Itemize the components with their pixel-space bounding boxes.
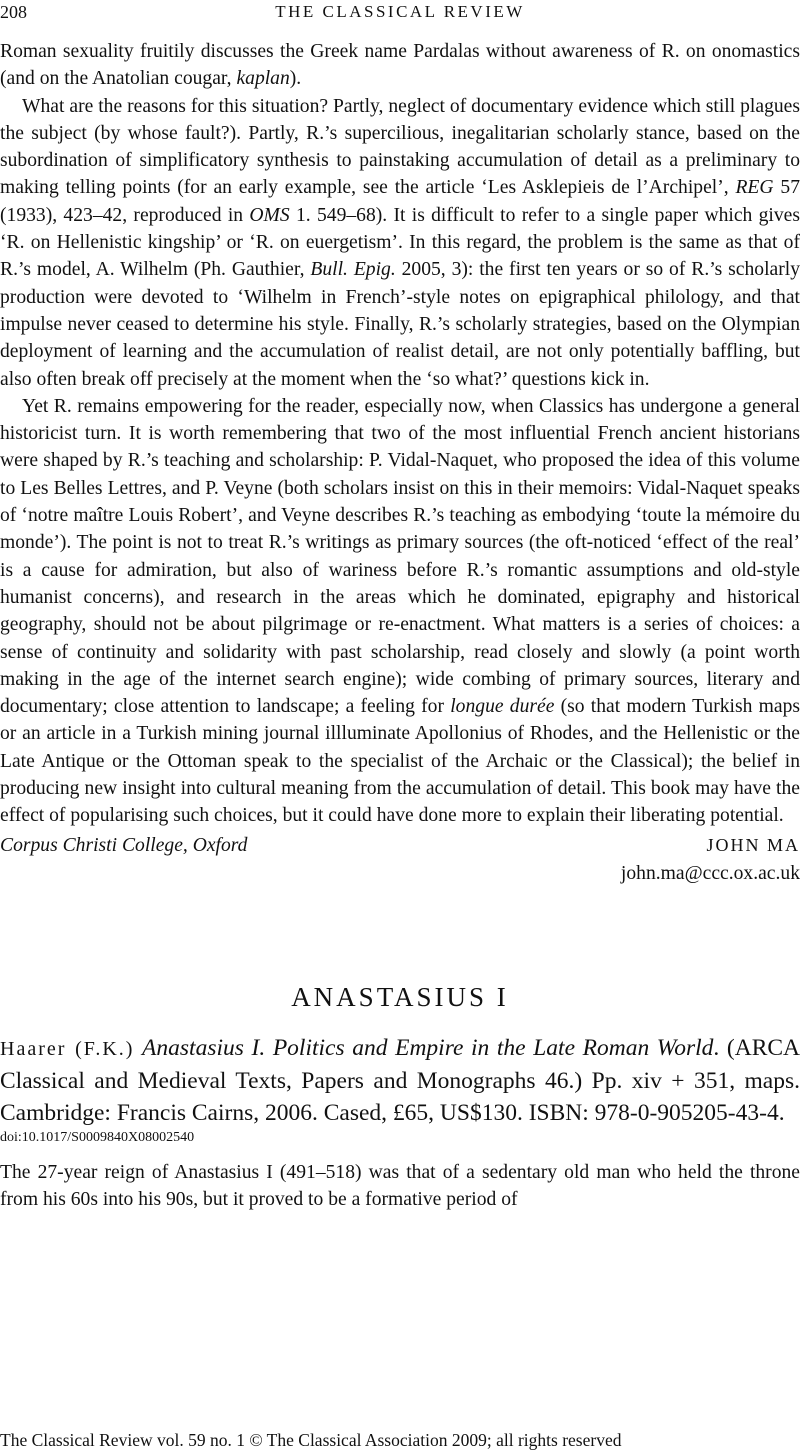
page-number: 208: [0, 2, 27, 22]
body-text: [0, 38, 800, 1213]
paragraph-2-text-d: 2005, 3): the first ten years or so of R.’s scholarly production were devoted to ‘Wilhelm in French’-style notes on epigraphical philology, and that impulse never ceased to determine his style. Finally, R.’s scholarly strategies, based on the Olympian deployment of learning and the accumulation of realist detail, are not only potentially baffling, but also often break off precisely at the moment when the ‘so what?’ questions kick in.: [0, 259, 800, 390]
running-head: THE CLASSICAL REVIEW: [275, 2, 525, 21]
paragraph-1-end: ).: [289, 68, 302, 90]
page-header: [0, 0, 800, 24]
book-citation: [0, 1032, 800, 1129]
paragraph-1-text: Roman sexuality fruitily discusses the Greek name Pardalas without awareness of R. on onomastics (and on the Anatolian cougar,: [0, 41, 800, 90]
doi[interactable]: doi:10.1017/S0009840X08002540: [0, 1129, 195, 1145]
book-title: Anastasius I. Politics and Empire in the Late Roman World: [142, 1034, 714, 1061]
journal-bull-epig: Bull. Epig.: [310, 259, 396, 281]
review-title: ANASTASIUS I: [291, 981, 509, 1012]
reviewer-affiliation: Corpus Christi College, Oxford: [0, 834, 248, 856]
paragraph-3-text-a: Yet R. remains empowering for the reader, especially now, when Classics has undergone a general historicist turn. It is worth remembering that two of the most influential French ancient historians were shaped by R.’s teaching and scholarship: P. Vidal-Naquet, who proposed the idea of this volume to Les Belles Lettres, and P. Veyne (both scholars insist on this in their memoirs: Vidal-Naquet speaks of ‘notre maître Louis Robert’, and Veyne describes R.’s teaching as embodying ‘toute la mémoire du monde’). The point is not to treat R.’s writings as primary sources (the oft-noticed ‘effect of the real’ is a cause for admiration, but also of wariness before R.’s romantic assumptions and old-style humanist concerns), and research in the areas which he dominated, epigraphy and historical geography, should not be about pilgrimage or re-enactment. What matters is a series of choices: a sense of continuity and solidarity with past scholarship, read closely and slowly (a point worth making in the age of the internet search engine); wide combing of primary sources, literary and documentary; close attention to landscape; a feeling for: [0, 395, 800, 718]
reviewer-name: JOHN MA: [706, 834, 800, 855]
book-author: Haarer (F.K.): [0, 1037, 135, 1060]
paragraph-1-italic: kaplan: [236, 68, 290, 90]
paragraph-2-text-c: 1. 549–68). It is difficult to refer to a single paper which gives ‘R. on Hellenistic kingship’ or ‘R. on euergetism’. In this regard, the problem is the same as that of R.’s model, A. Wilhelm (Ph. Gauthier,: [0, 204, 800, 281]
paragraph-3-text-b: (so that modern Turkish maps or an article in a Turkish mining journal illluminate Apollonius of Rhodes, and the Hellenistic or the Late Antique or the Ottoman speak to the specialist of the Archaic or the Classical); the belief in producing new insight into cultural meaning from the accumulation of detail. This book may have the effect of popularising such choices, but it could have done more to explain their liberating potential.: [0, 696, 800, 827]
paragraph-3: [0, 393, 800, 830]
page-footer: The Classical Review vol. 59 no. 1 © The Classical Association 2009; all rights reserved: [0, 1430, 622, 1450]
reviewer-signoff: [0, 832, 800, 888]
paragraph-1: [0, 38, 800, 93]
journal-oms: OMS: [249, 204, 290, 226]
reviewer-email[interactable]: john.ma@ccc.ox.ac.uk: [620, 862, 800, 884]
journal-reg: REG: [735, 177, 774, 199]
paragraph-2-text-b: 57 (1933), 423–42, reproduced in: [0, 177, 800, 226]
book-details: . (ARCA Classical and Medieval Texts, Papers and Monographs 46.) Pp. xiv + 351, maps. Cambridge: Francis Cairns, 2006. Cased, £65, US$130. ISBN: 978-0-905205-43-4.: [0, 1034, 800, 1126]
paragraph-2-text-a: What are the reasons for this situation? Partly, neglect of documentary evidence which still plagues the subject (by whose fault?). Partly, R.’s supercilious, inegalitarian scholarly stance, based on the subordination of simplificatory synthesis to painstaking accumulation of detail as a preliminary to making telling points (for an early example, see the article ‘Les Asklepieis de l’Archipel’,: [0, 95, 800, 199]
review-first-paragraph: The 27-year reign of Anastasius I (491–518) was that of a sedentary old man who held the throne from his 60s into his 90s, but it proved to be a formative period of: [0, 1161, 800, 1210]
term-longue-duree: longue durée: [450, 696, 555, 718]
paragraph-2: [0, 93, 800, 393]
